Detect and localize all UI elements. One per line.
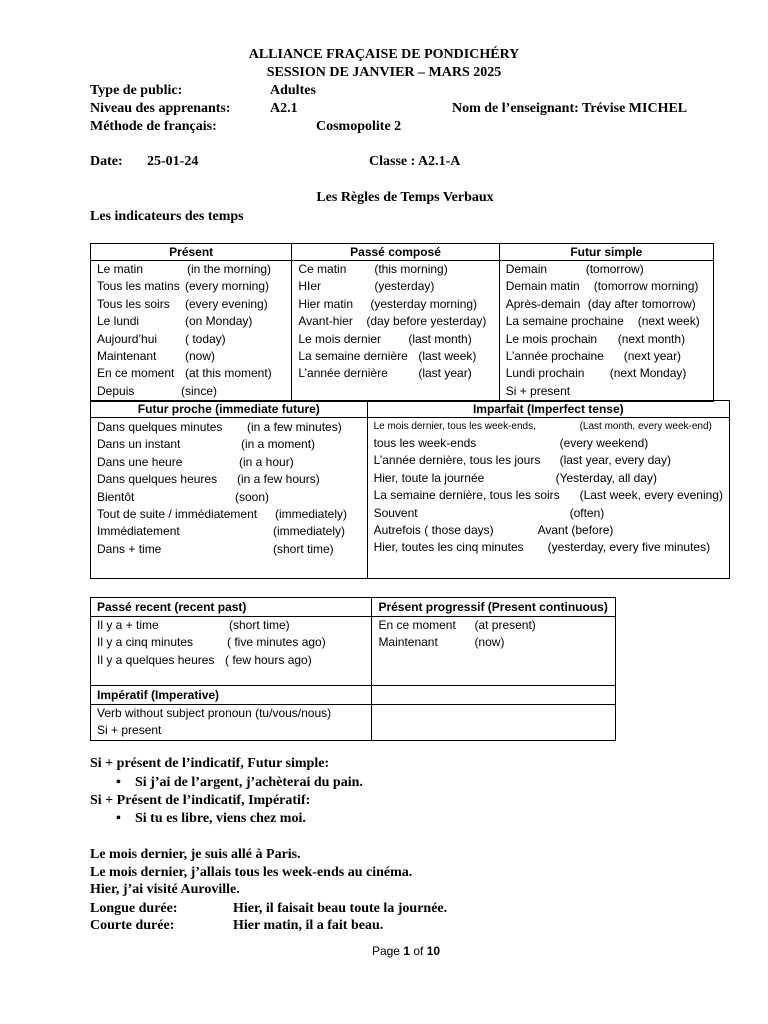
header-present-progressif: Présent progressif (Present continuous) bbox=[372, 598, 616, 617]
list-item: Ce matin (this morning) bbox=[298, 262, 448, 276]
list-item: Dans + time (short time) bbox=[97, 541, 334, 556]
type-value: Adultes bbox=[270, 83, 316, 98]
list-item: En ce moment (at this moment) bbox=[97, 366, 272, 381]
list-item: L’année prochaine (next year) bbox=[505, 348, 682, 363]
list-item: Autrefois ( those days) Avant (before) bbox=[373, 522, 614, 537]
list-item: Il y a + time (short time) bbox=[97, 618, 290, 632]
list-item: Aujourd’hui ( today) bbox=[97, 331, 226, 346]
rule-2-example: Si tu es libre, viens chez moi. bbox=[135, 811, 306, 826]
passe-compose-cell bbox=[292, 261, 499, 402]
list-item: Depuis (since) bbox=[97, 383, 218, 398]
list-item: tous les week-ends (every weekend) bbox=[373, 436, 649, 450]
page-number: Page 1 of 10 bbox=[371, 944, 441, 958]
list-item: Hier, toute la journée (Yesterday, all day) bbox=[373, 470, 657, 485]
list-item: Dans quelques minutes (in a few minutes) bbox=[97, 420, 342, 434]
list-item: L’année dernière, tous les jours (last year, every day) bbox=[373, 453, 671, 468]
list-item: Si + present bbox=[505, 383, 571, 398]
subtitle: Les indicateurs des temps bbox=[90, 209, 244, 224]
type-label: Type de public: bbox=[90, 83, 183, 98]
tenses-table-2 bbox=[90, 400, 730, 579]
list-item: Demain matin (tomorrow morning) bbox=[505, 279, 699, 294]
list-item: Verb without subject pronoun (tu/vous/nous) bbox=[97, 706, 332, 720]
tenses-table-3 bbox=[90, 597, 616, 741]
present-progressif-cell bbox=[372, 617, 616, 686]
longue-label: Longue durée: bbox=[90, 901, 178, 916]
list-item: Le mois dernier, tous les week-ends, (Last month, every week-end) bbox=[373, 421, 712, 432]
list-item: Maintenant (now) bbox=[378, 635, 505, 650]
list-item: Hier matin (yesterday morning) bbox=[298, 296, 478, 311]
imperatif-cell bbox=[91, 705, 372, 741]
list-item: Le mois prochain (next month) bbox=[505, 331, 686, 346]
list-item: Si + present bbox=[97, 723, 162, 738]
empty-cell bbox=[372, 686, 616, 705]
list-item: Il y a quelques heures ( few hours ago) bbox=[97, 652, 312, 667]
list-item: En ce moment (at present) bbox=[378, 618, 536, 632]
present-cell bbox=[91, 261, 292, 402]
list-item: Tous les matins (every morning) bbox=[97, 279, 270, 294]
futur-simple-cell bbox=[499, 261, 713, 402]
empty-cell bbox=[372, 705, 616, 741]
list-item: Après-demain (day after tomorrow) bbox=[505, 296, 696, 311]
list-item: Tout de suite / immédiatement (immediately) bbox=[97, 506, 348, 521]
tenses-table-1 bbox=[90, 243, 714, 402]
header-imparfait: Imparfait (Imperfect tense) bbox=[367, 401, 729, 418]
rule-1: Si + présent de l’indicatif, Futur simple: bbox=[90, 756, 330, 771]
header-passe-compose: Passé composé bbox=[292, 244, 499, 261]
example-1: Le mois dernier, je suis allé à Paris. bbox=[90, 847, 301, 862]
list-item: Hier, toutes les cinq minutes (yesterday, every five minutes) bbox=[373, 540, 711, 555]
list-item: Maintenant (now) bbox=[97, 348, 216, 363]
niveau-value: A2.1 bbox=[270, 101, 298, 116]
list-item: L’année dernière (last year) bbox=[298, 366, 472, 381]
section-title: Les Règles de Temps Verbaux bbox=[316, 190, 494, 205]
teacher-name: Nom de l’enseignant: Trévise MICHEL bbox=[452, 101, 688, 116]
rule-2: Si + Présent de l’indicatif, Impératif: bbox=[90, 793, 311, 808]
passe-recent-cell bbox=[91, 617, 372, 686]
example-2: Le mois dernier, j’allais tous les week-ends au cinéma. bbox=[90, 865, 413, 880]
classe: Classe : A2.1-A bbox=[369, 154, 461, 169]
list-item: Tous les soirs (every evening) bbox=[97, 296, 268, 311]
list-item: Dans une heure (in a hour) bbox=[97, 454, 294, 469]
list-item: Le mois dernier (last month) bbox=[298, 331, 472, 346]
date-label: Date: bbox=[90, 154, 123, 169]
methode-value: Cosmopolite 2 bbox=[316, 119, 402, 134]
bullet-dot: • bbox=[116, 811, 121, 826]
school-title: ALLIANCE FRAÇAISE DE PONDICHÉRY bbox=[248, 47, 520, 62]
list-item: Immédiatement (immediately) bbox=[97, 524, 346, 539]
list-item: Souvent (often) bbox=[373, 505, 605, 520]
list-item: Le matin (in the morning) bbox=[97, 262, 272, 276]
list-item: La semaine prochaine (next week) bbox=[505, 314, 700, 329]
courte-value: Hier matin, il a fait beau. bbox=[233, 918, 384, 933]
header-present: Présent bbox=[91, 244, 292, 261]
date-value: 25-01-24 bbox=[147, 154, 199, 169]
list-item: Demain (tomorrow) bbox=[505, 262, 644, 276]
header-imperatif: Impératif (Imperative) bbox=[91, 686, 372, 705]
header-passe-recent: Passé recent (recent past) bbox=[91, 598, 372, 617]
list-item: La semaine dernière (last week) bbox=[298, 348, 477, 363]
list-item: Avant-hier (day before yesterday) bbox=[298, 314, 487, 329]
imparfait-cell bbox=[367, 418, 729, 579]
list-item: Dans quelques heures (in a few hours) bbox=[97, 472, 320, 487]
list-item: Il y a cinq minutes ( five minutes ago) bbox=[97, 635, 326, 650]
list-item: Bientôt (soon) bbox=[97, 489, 270, 504]
longue-value: Hier, il faisait beau toute la journée. bbox=[233, 901, 448, 916]
futur-proche-cell bbox=[91, 418, 368, 579]
header-futur-simple: Futur simple bbox=[499, 244, 713, 261]
example-3: Hier, j’ai visité Auroville. bbox=[90, 882, 240, 897]
bullet-dot: • bbox=[116, 775, 121, 790]
list-item: Le lundi (on Monday) bbox=[97, 314, 253, 329]
courte-label: Courte durée: bbox=[90, 918, 175, 933]
session-title: SESSION DE JANVIER – MARS 2025 bbox=[266, 65, 502, 80]
rule-1-example: Si j’ai de l’argent, j’achèterai du pain. bbox=[135, 775, 363, 790]
niveau-label: Niveau des apprenants: bbox=[90, 101, 231, 116]
list-item: HIer (yesterday) bbox=[298, 279, 435, 294]
list-item: Dans un instant (in a moment) bbox=[97, 437, 316, 452]
list-item: La semaine dernière, tous les soirs (Last week, every evening) bbox=[373, 488, 723, 503]
list-item: Lundi prochain (next Monday) bbox=[505, 366, 687, 381]
methode-label: Méthode de français: bbox=[90, 119, 217, 134]
header-futur-proche: Futur proche (immediate future) bbox=[91, 401, 368, 418]
